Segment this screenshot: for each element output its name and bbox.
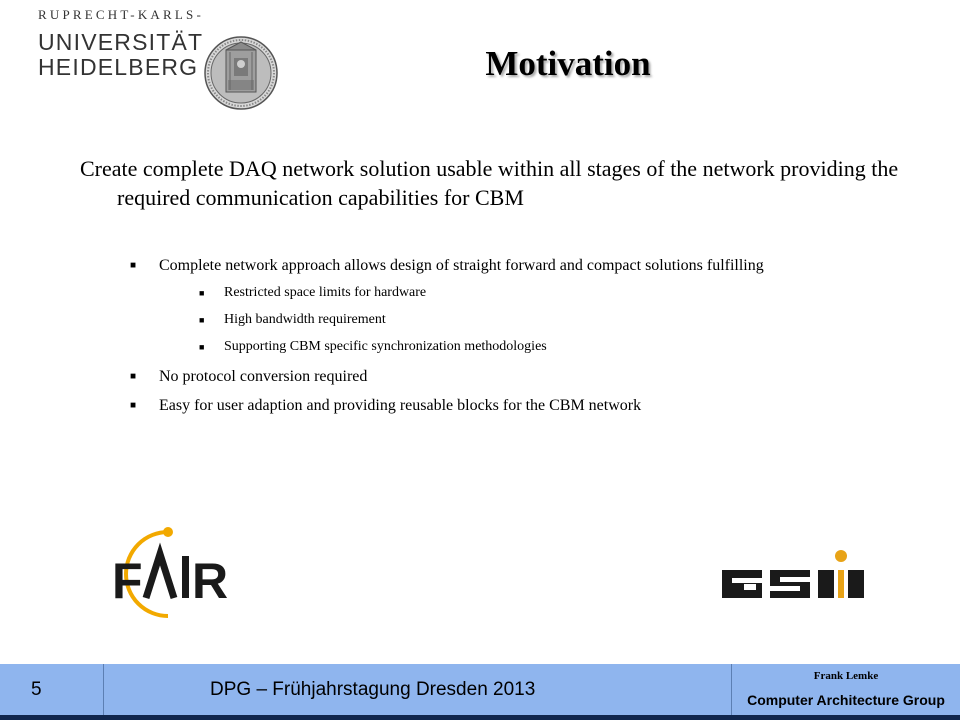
- lead-paragraph: Create complete DAQ network solution usable within all stages of the network providing the required communication capabilities for CBM: [80, 156, 899, 210]
- list-item: [130, 395, 830, 416]
- university-line-3: HEIDELBERG: [38, 54, 199, 80]
- footer-divider: [103, 664, 104, 715]
- sub-bullet-text: Restricted space limits for hardware: [224, 285, 427, 300]
- square-bullet-icon: ■: [130, 260, 137, 271]
- list-item: [199, 283, 830, 303]
- author-name: Frank Lemke: [813, 670, 879, 682]
- bullet-text: Easy for user adaption and providing reusable blocks for the CBM network: [159, 397, 642, 414]
- bullet-list: [130, 255, 830, 416]
- slide-title: Motivation: [485, 44, 651, 83]
- gsi-logo: [720, 548, 870, 604]
- footer-dark-strip: [0, 715, 960, 720]
- list-item: [130, 366, 830, 387]
- sub-bullet-text: Supporting CBM specific synchronization methodologies: [224, 339, 547, 354]
- square-bullet-icon: ■: [130, 371, 137, 382]
- bullet-text: Complete network approach allows design of straight forward and compact solutions fulfilling: [159, 257, 764, 274]
- university-line-1: RUPRECHT-KARLS-: [38, 7, 204, 22]
- university-line-2: UNIVERSITÄT: [38, 29, 204, 55]
- fair-logo: [110, 522, 230, 622]
- list-item: [130, 255, 830, 357]
- square-bullet-icon: ■: [199, 315, 205, 325]
- square-bullet-icon: ■: [199, 342, 205, 352]
- footer-bar: [0, 664, 960, 720]
- bullet-text: No protocol conversion required: [159, 368, 368, 385]
- list-item: [199, 310, 830, 330]
- sub-bullet-text: High bandwidth requirement: [224, 312, 386, 327]
- svg-text:F: F: [112, 553, 143, 609]
- sub-bullet-list: [159, 283, 830, 357]
- svg-text:R: R: [192, 553, 229, 609]
- slide-number: 5: [31, 679, 42, 700]
- group-name: Computer Architecture Group: [747, 692, 945, 708]
- list-item: [199, 337, 830, 357]
- conference-name: DPG – Frühjahrstagung Dresden 2013: [210, 679, 536, 700]
- square-bullet-icon: ■: [130, 400, 137, 411]
- square-bullet-icon: ■: [199, 288, 205, 298]
